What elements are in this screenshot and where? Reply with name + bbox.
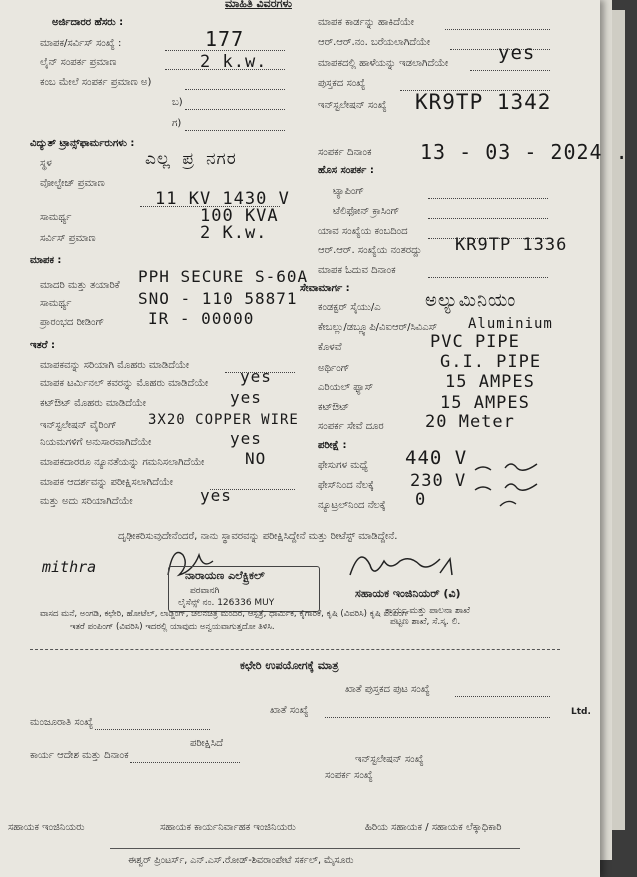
work-order-label: ಕಾರ್ಯ ಆದೇಶ ಮತ್ತು ದಿನಾಂಕ bbox=[30, 750, 129, 761]
pipe-value: PVC PIPE bbox=[430, 332, 520, 352]
cut-line bbox=[30, 649, 560, 650]
engineer-title: ಸಹಾಯಕ ಇಂಜಿನಿಯರ್ (ವಿ) bbox=[355, 587, 461, 600]
pipe-label: ಕೊಳವೆ bbox=[318, 342, 342, 353]
left-signature-text: mithra bbox=[42, 558, 97, 576]
note-line-2: ಇತರೆ ಪಂಪಿಂಗ್ (ವಿವರಿಸಿ) ಇದರಲ್ಲಿ ಯಾವುದು ಅನ್ವಯವಾಗುತ್ತದೋ ತಿಳಿಸಿ. bbox=[70, 622, 275, 632]
footer-sig-aee: ಸಹಾಯಕ ಕಾರ್ಯನಿರ್ವಾಹಕ ಇಂಜಿನಿಯರು bbox=[160, 822, 296, 833]
note-line-1: ವಾಸದ ಮನೆ, ಅಂಗಡಿ, ಕಛೇರಿ, ಹೋಟೆಲ್, ಲಾಡ್ಜಿಂಗ್, ಚಲನಚಿತ್ರ ಮಂದಿರ, ಆಸ್ಪತ್ರೆ, ಧಾರ್ಮಿಕ, ಕೈಗಾರಿಕೆ, ಕೃಷಿ (ವಿವರಿಸಿ) ಕೃಷಿ ಪಂಪಿಂಗ್ bbox=[40, 609, 410, 619]
account-no-label: ಖಾತೆ ಸಂಖ್ಯೆ bbox=[270, 705, 309, 716]
serial-value: SNO - 110 58871 bbox=[138, 289, 298, 308]
wiring-value: 3X20 COPPER WIRE bbox=[148, 412, 299, 428]
make-value: PPH SECURE S-60A bbox=[138, 267, 309, 286]
rr-marked-label: ಆರ್.ಆರ್.ನಂ. ಬರೆಯಲಾಗಿದೆಯೇ bbox=[318, 37, 431, 48]
terminal-sealed-label: ಮಾಪಕ ಟರ್ಮಿನಲ್ ಕವರನ್ನು ಮೊಹರು ಮಾಡಿದೆಯೇ bbox=[40, 378, 209, 389]
footer-rule bbox=[110, 848, 520, 849]
reading-date-label: ಮಾಪಕ ಓದುವ ದಿನಾಂಕ bbox=[318, 265, 396, 276]
office-title: ಕಛೇರಿ ಉಪಯೋಗಕ್ಕೆ ಮಾತ್ರ bbox=[240, 659, 339, 672]
footer-sig-ae: ಸಹಾಯಕ ಇಂಜಿನಿಯರು bbox=[8, 822, 85, 833]
meter-card-label: ಮಾಪಕ ಕಾರ್ಡನ್ನು ಹಾಕಿದೆಯೇ bbox=[318, 17, 414, 28]
service-heading: ಸೇವಾಮಾರ್ಗ : bbox=[300, 283, 350, 294]
initial-reading-value: IR - 00000 bbox=[148, 309, 255, 328]
terminal-sealed-value: yes bbox=[240, 367, 272, 386]
conductor-size-label: ಕಂಡಕ್ಟರ್ ಸೈಯು/ಎ bbox=[318, 302, 381, 313]
cutout-sealed-value: yes bbox=[230, 388, 262, 407]
checked-label: ಪರೀಕ್ಷಿಸಿದೆ bbox=[190, 738, 223, 749]
conn-no-label: ಸಂಪರ್ಕ ಸಂಖ್ಯೆ bbox=[325, 770, 373, 781]
voltage-label: ವೋಲ್ಟೇಜ್ ಪ್ರಮಾಣ bbox=[40, 178, 105, 189]
engineer-sub: ಕಾರ್ಯ ಮತ್ತು ಪಾಲನಾ ಶಾಖೆ bbox=[385, 606, 471, 616]
edge-text: Ltd. bbox=[571, 707, 591, 717]
rr-marked-value: yes bbox=[498, 42, 536, 64]
ledger-page-label: ಖಾತೆ ಪುಸ್ತಕದ ಪುಟ ಸಂಖ್ಯೆ bbox=[345, 684, 430, 695]
cutout-label: ಕಟ್‌ಔಟ್ bbox=[318, 402, 349, 413]
pole-from-label: ಯಾವ ಸಂಖ್ಯೆಯ ಕಂಬದಿಂದ bbox=[318, 226, 408, 237]
wiring-label: ಇನ್‌ಸ್ಟಲೇಷನ್ ವೈರಿಂಗ್ bbox=[40, 420, 117, 431]
pole-a-label: ಕಂಬ ಮೇಲೆ ಸಂಪರ್ಕ ಪ್ರಮಾಣ ಅ) bbox=[40, 77, 152, 88]
other-heading: ಇತರೆ : bbox=[30, 340, 55, 351]
engineer-place: ಪಟ್ಟಣ ಶಾಖೆ, ಸೆ.ಸ್ಕ. ಲಿ. bbox=[390, 617, 461, 627]
cable-label: ಕೇಬಲ್ಲು/ಡಬ್ಲ್ಯೂಪಿ/ವಿಐಆರ್/ಸಿವಿಎಸ್ bbox=[318, 322, 438, 333]
earthing-check-value: NO bbox=[245, 449, 267, 468]
contractor-title: ನಾರಾಯಣ ಎಲೆಕ್ಟ್ರಿಕಲ್ bbox=[185, 569, 265, 582]
conductor-value: 2 k.w. bbox=[200, 52, 268, 72]
phase-neutral-value: 230 V bbox=[410, 471, 467, 491]
transformer-heading: ವಿದ್ಯುತ್ ಟ್ರಾನ್ಸ್‌ಫಾರ್ಮರುಗಳು : bbox=[30, 138, 135, 149]
main-fuse-value: 15 AMPES bbox=[445, 372, 535, 392]
line-length-label: ಸರ್ವಿಸ್ ಪ್ರಮಾಣ bbox=[40, 233, 96, 244]
rr-no-value: 177 bbox=[205, 27, 245, 51]
line-length-value: 2 K.w. bbox=[200, 223, 268, 243]
main-fuse-label: ಎರಿಯಲ್ ಫ್ಯಾಸ್ bbox=[318, 382, 374, 393]
pole-c-label: ಗ) bbox=[172, 118, 182, 129]
footer-sig-accounts: ಹಿರಿಯ ಸಹಾಯಕ / ಸಹಾಯಕ ಲೆಕ್ಕಾಧಿಕಾರಿ bbox=[365, 822, 502, 833]
serial-label: ಸಾಮರ್ಥ್ಯ bbox=[40, 298, 72, 309]
neutral-earth-label: ನ್ಯೂಟ್ರಲ್‌ನಿಂದ ನೆಲಕ್ಕೆ bbox=[318, 500, 386, 511]
contractor-license: ಲೈಸೆನ್ಸ್ ನಂ. 126336 MUY bbox=[178, 598, 275, 608]
rr-no-label: ಮಾಪಕ/ಸರ್ವಿಸ್ ಸಂಖ್ಯೆ : bbox=[40, 38, 122, 49]
earthing-check-label: ಮಾಪಕದಾರರೂ ನ್ಯೂನತೆಯನ್ನು ಗಮನಿಸಲಾಗಿದೆಯೇ bbox=[40, 457, 205, 468]
installation-no-value: KR9TP 1342 bbox=[415, 90, 552, 114]
contractor-sub: ಪರವಾನಗಿ bbox=[190, 586, 220, 596]
printer-credit: ಈಶ್ವರ್ ಪ್ರಿಂಟರ್ಸ್, ಎನ್.ಎಸ್.ರೋಡ್-ಶಿವರಾಂಪೇಟೆ ಸರ್ಕಲ್, ಮೈಸೂರು bbox=[128, 855, 354, 866]
cable-value: Aluminium bbox=[468, 316, 553, 332]
earth-ok-label: ಮಾಪಕ ಆದರ್ಶವನ್ನು ಪರೀಕ್ಷಿಸಲಾಗಿದೆಯೇ bbox=[40, 477, 173, 488]
voltage-value: 11 KV 1430 V bbox=[155, 189, 290, 209]
contractor-stamp bbox=[168, 566, 320, 612]
sanction-no-label: ಮಂಜೂರಾತಿ ಸಂಖ್ಯೆ bbox=[30, 717, 94, 728]
tapping-label: ಟ್ಯಾಪಿಂಗ್ bbox=[333, 186, 364, 197]
earthing-value: G.I. PIPE bbox=[440, 352, 542, 372]
conductor-label: ಲೈನ್ ಸಂಪರ್ಕ ಪ್ರಮಾಣ bbox=[40, 57, 117, 68]
sealed-label: ಮಾಪಕವನ್ನು ಸರಿಯಾಗಿ ಮೊಹರು ಮಾಡಿದೆಯೇ bbox=[40, 360, 190, 371]
new-connection-heading: ಹೊಸ ಸಂಪರ್ಕ : bbox=[318, 165, 374, 176]
service-length-value: 20 Meter bbox=[425, 412, 515, 432]
phase-neutral-label: ಫೇಸ್‌ನಿಂದ ನೆಲಕ್ಕೆ bbox=[318, 480, 374, 491]
form-title: ಮಾಹಿತಿ ವಿವರಗಳು bbox=[225, 0, 292, 10]
correct-label: ಮತ್ತು ಅದು ಸರಿಯಾಗಿದೆಯೇ bbox=[40, 496, 133, 507]
rules-value: yes bbox=[230, 429, 262, 448]
inst-no-label: ಇನ್‌ಸ್ಟಲೇಷನ್ ಸಂಖ್ಯೆ bbox=[355, 754, 424, 765]
rr-after-value: KR9TP 1336 bbox=[455, 235, 568, 255]
connection-date-label: ಸಂಪರ್ಕ ದಿನಾಂಕ bbox=[318, 147, 372, 158]
make-label: ಮಾದರಿ ಮತ್ತು ತಯಾರಿಕೆ bbox=[40, 280, 120, 291]
installation-no-label: ಇನ್‌ಸ್ಟಲೇಷನ್ ಸಂಖ್ಯೆ bbox=[318, 100, 387, 111]
conductor-size-value: ಅಲ್ಯುಮಿನಿಯಂ bbox=[425, 290, 517, 311]
cutout-sealed-label: ಕಟ್‌ಔಟ್ ಮೊಹರು ಮಾಡಿದೆಯೇ bbox=[40, 398, 147, 409]
location-label: ಸ್ಥಳ bbox=[40, 158, 52, 169]
owner-name-label: ಅರ್ಜಿದಾರರ ಹೆಸರು : bbox=[52, 17, 124, 28]
rules-label: ನಿಯಮಗಳಿಗೆ ಅನುಸಾರವಾಗಿದೆಯೇ bbox=[40, 437, 152, 448]
cutout-value: 15 AMPES bbox=[440, 393, 530, 413]
neutral-earth-value: 0 bbox=[415, 490, 427, 510]
service-length-label: ಸಂಪರ್ಕ ಸೇವೆ ದೂರ bbox=[318, 421, 384, 432]
location-value: ಎಲ್ಲ ಪ್ರ ನಗರ bbox=[145, 149, 237, 169]
tel-crossing-label: ಟೆಲಿಫೋನ್ ಕ್ರಾಸಿಂಗ್ bbox=[333, 206, 400, 217]
capacity-value: 100 KVA bbox=[200, 206, 279, 226]
correct-value: yes bbox=[200, 486, 232, 505]
phase-between-value: 440 V bbox=[405, 447, 468, 469]
declaration-text: ದೃಢೀಕರಿಸುವುದೇನೆಂದರೆ, ನಾನು ಸ್ಥಾವರವನ್ನು ಪರೀಕ್ಷಿಸಿದ್ದೇನೆ ಮತ್ತು ರೀಟೆಸ್ಟ್ ಮಾಡಿದ್ದೇನೆ. bbox=[118, 531, 398, 542]
rr-after-label: ಆರ್.ಆರ್. ಸಂಖ್ಯೆಯ ನಂತರದ್ದು bbox=[318, 245, 422, 256]
capacity-label: ಸಾಮರ್ಥ್ಯ bbox=[40, 212, 72, 223]
pole-b-label: ಬ) bbox=[172, 97, 183, 108]
meter-box-label: ಮಾಪಕದಲ್ಲಿ ಹಾಳೆಯನ್ನು ಇಡಲಾಗಿದೆಯೇ bbox=[318, 58, 449, 69]
book-no-label: ಪುಸ್ತಕದ ಸಂಖ್ಯೆ bbox=[318, 78, 366, 89]
meter-heading: ಮಾಪಕ : bbox=[30, 255, 62, 266]
phase-between-label: ಫೇಸುಗಳ ಮಧ್ಯೆ bbox=[318, 460, 368, 471]
initial-reading-label: ಪ್ರಾರಂಭದ ರೀಡಿಂಗ್ bbox=[40, 317, 105, 328]
test-heading: ಪರೀಕ್ಷೆ : bbox=[318, 440, 347, 451]
tick-marks bbox=[470, 450, 560, 510]
connection-date-value: 13 - 03 - 2024 . bbox=[420, 140, 629, 164]
earthing-label: ಅರ್ಥಿಂಗ್ bbox=[318, 363, 350, 374]
